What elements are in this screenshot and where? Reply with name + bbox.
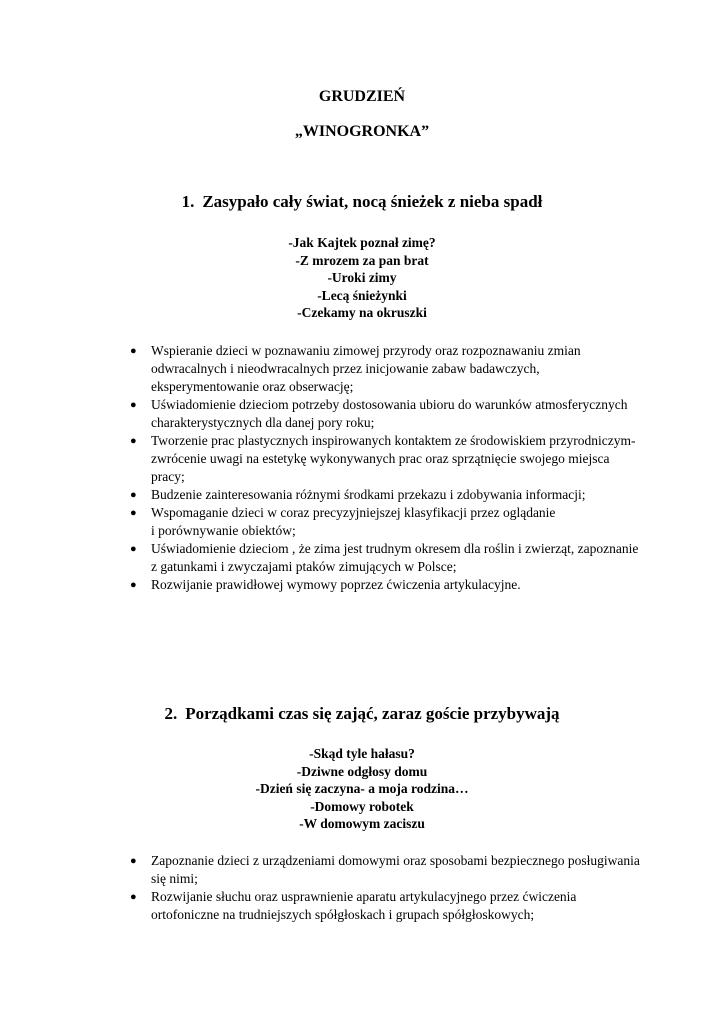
goal-list-item xyxy=(130,396,650,432)
goal-list-item xyxy=(130,504,650,540)
topic-item: -Jak Kajtek poznał zimę? xyxy=(288,235,436,250)
topic-item: -Z mrozem za pan brat xyxy=(295,252,429,268)
section-2-number: 2. xyxy=(164,704,178,723)
goal-text-line: eksperymentowanie oraz obserwację; xyxy=(151,379,354,394)
goal-list-item xyxy=(130,540,650,576)
topic-item: -W domowym zaciszu xyxy=(299,816,425,831)
topic-item: -Lecą śnieżynki xyxy=(317,287,407,303)
bullet-icon: ● xyxy=(130,399,137,411)
section-1-number: 1. xyxy=(181,192,195,211)
goal-text-line: i porównywanie obiektów; xyxy=(151,523,296,538)
goal-text-line: odwracalnych i nieodwracalnych przez inicjowanie zabaw badawczych, xyxy=(151,361,540,376)
bullet-icon: ● xyxy=(130,855,137,867)
topic-item: -Domowy robotek xyxy=(310,798,414,814)
goal-text-line: zwrócenie uwagi na estetykę wykonywanych prac oraz sprzątnięcie swojego miejsca xyxy=(151,451,610,466)
goal-list-item xyxy=(130,432,650,486)
goal-list-item xyxy=(130,576,650,594)
goal-text-line: Budzenie zainteresowania różnymi środkami przekazu i zdobywania informacji; xyxy=(151,487,586,502)
goal-text-line: z gatunkami i zwyczajami ptaków zimujących w Polsce; xyxy=(151,559,457,574)
goal-text-line: Wspieranie dzieci w poznawaniu zimowej przyrody oraz rozpoznawaniu zmian xyxy=(151,343,581,358)
topic-item: -Dzień się zaczyna- a moja rodzina… xyxy=(255,781,469,796)
bullet-icon: ● xyxy=(130,435,137,447)
goal-text-line: Rozwijanie prawidłowej wymowy poprzez ćwiczenia artykulacyjne. xyxy=(151,577,521,592)
document-month-title: GRUDZIEŃ xyxy=(318,88,406,105)
goal-list-item xyxy=(130,888,650,924)
section-1-goals-list xyxy=(130,342,650,594)
topic-item: -Uroki zimy xyxy=(327,270,397,285)
section-2-heading xyxy=(0,704,724,724)
topic-item: -Dziwne odgłosy domu xyxy=(296,763,428,779)
goal-text-line: Rozwijanie słuchu oraz usprawnienie aparatu artykulacyjnego przez ćwiczenia xyxy=(151,889,577,904)
goal-text-line: Wspomaganie dzieci w coraz precyzyjniejszej klasyfikacji przez oglądanie xyxy=(151,505,556,520)
goal-text-line: Zapoznanie dzieci z urządzeniami domowymi oraz sposobami bezpiecznego posługiwania xyxy=(151,853,640,868)
topic-item: -Czekamy na okruszki xyxy=(297,305,427,320)
goal-list-item xyxy=(130,342,650,396)
goal-text-line: Tworzenie prac plastycznych inspirowanych kontaktem ze środowiskiem przyrodniczym- xyxy=(151,433,636,448)
section-1-heading xyxy=(0,192,724,212)
goal-list-item xyxy=(130,852,650,888)
bullet-icon: ● xyxy=(130,345,137,357)
topic-item: -Skąd tyle hałasu? xyxy=(309,746,415,761)
bullet-icon: ● xyxy=(130,489,137,501)
goal-text-line: ortofoniczne na trudniejszych spółgłoskach i grupach spółgłoskowych; xyxy=(151,907,535,922)
bullet-icon: ● xyxy=(130,891,137,903)
goal-list-item xyxy=(130,486,650,504)
section-2-topics xyxy=(0,745,724,833)
group-name-title: „WINOGRONKA” xyxy=(294,123,430,140)
goal-text-line: się nimi; xyxy=(151,871,198,886)
bullet-icon: ● xyxy=(130,507,137,519)
section-1-topics xyxy=(0,234,724,322)
bullet-icon: ● xyxy=(130,543,137,555)
goal-text-line: pracy; xyxy=(151,469,185,484)
goal-text-line: charakterystycznych dla danej pory roku; xyxy=(151,415,375,430)
section-2-goals-list xyxy=(130,852,650,924)
goal-text-line: Uświadomienie dzieciom , że zima jest trudnym okresem dla roślin i zwierząt, zapoznanie xyxy=(151,541,639,556)
goal-text-line: Uświadomienie dzieciom potrzeby dostosowania ubioru do warunków atmosferycznych xyxy=(151,397,628,412)
section-2-title: Porządkami czas się zająć, zaraz goście przybywają xyxy=(185,704,560,723)
section-1-title: Zasypało cały świat, nocą śnieżek z nieba spadł xyxy=(202,192,543,211)
bullet-icon: ● xyxy=(130,579,137,591)
